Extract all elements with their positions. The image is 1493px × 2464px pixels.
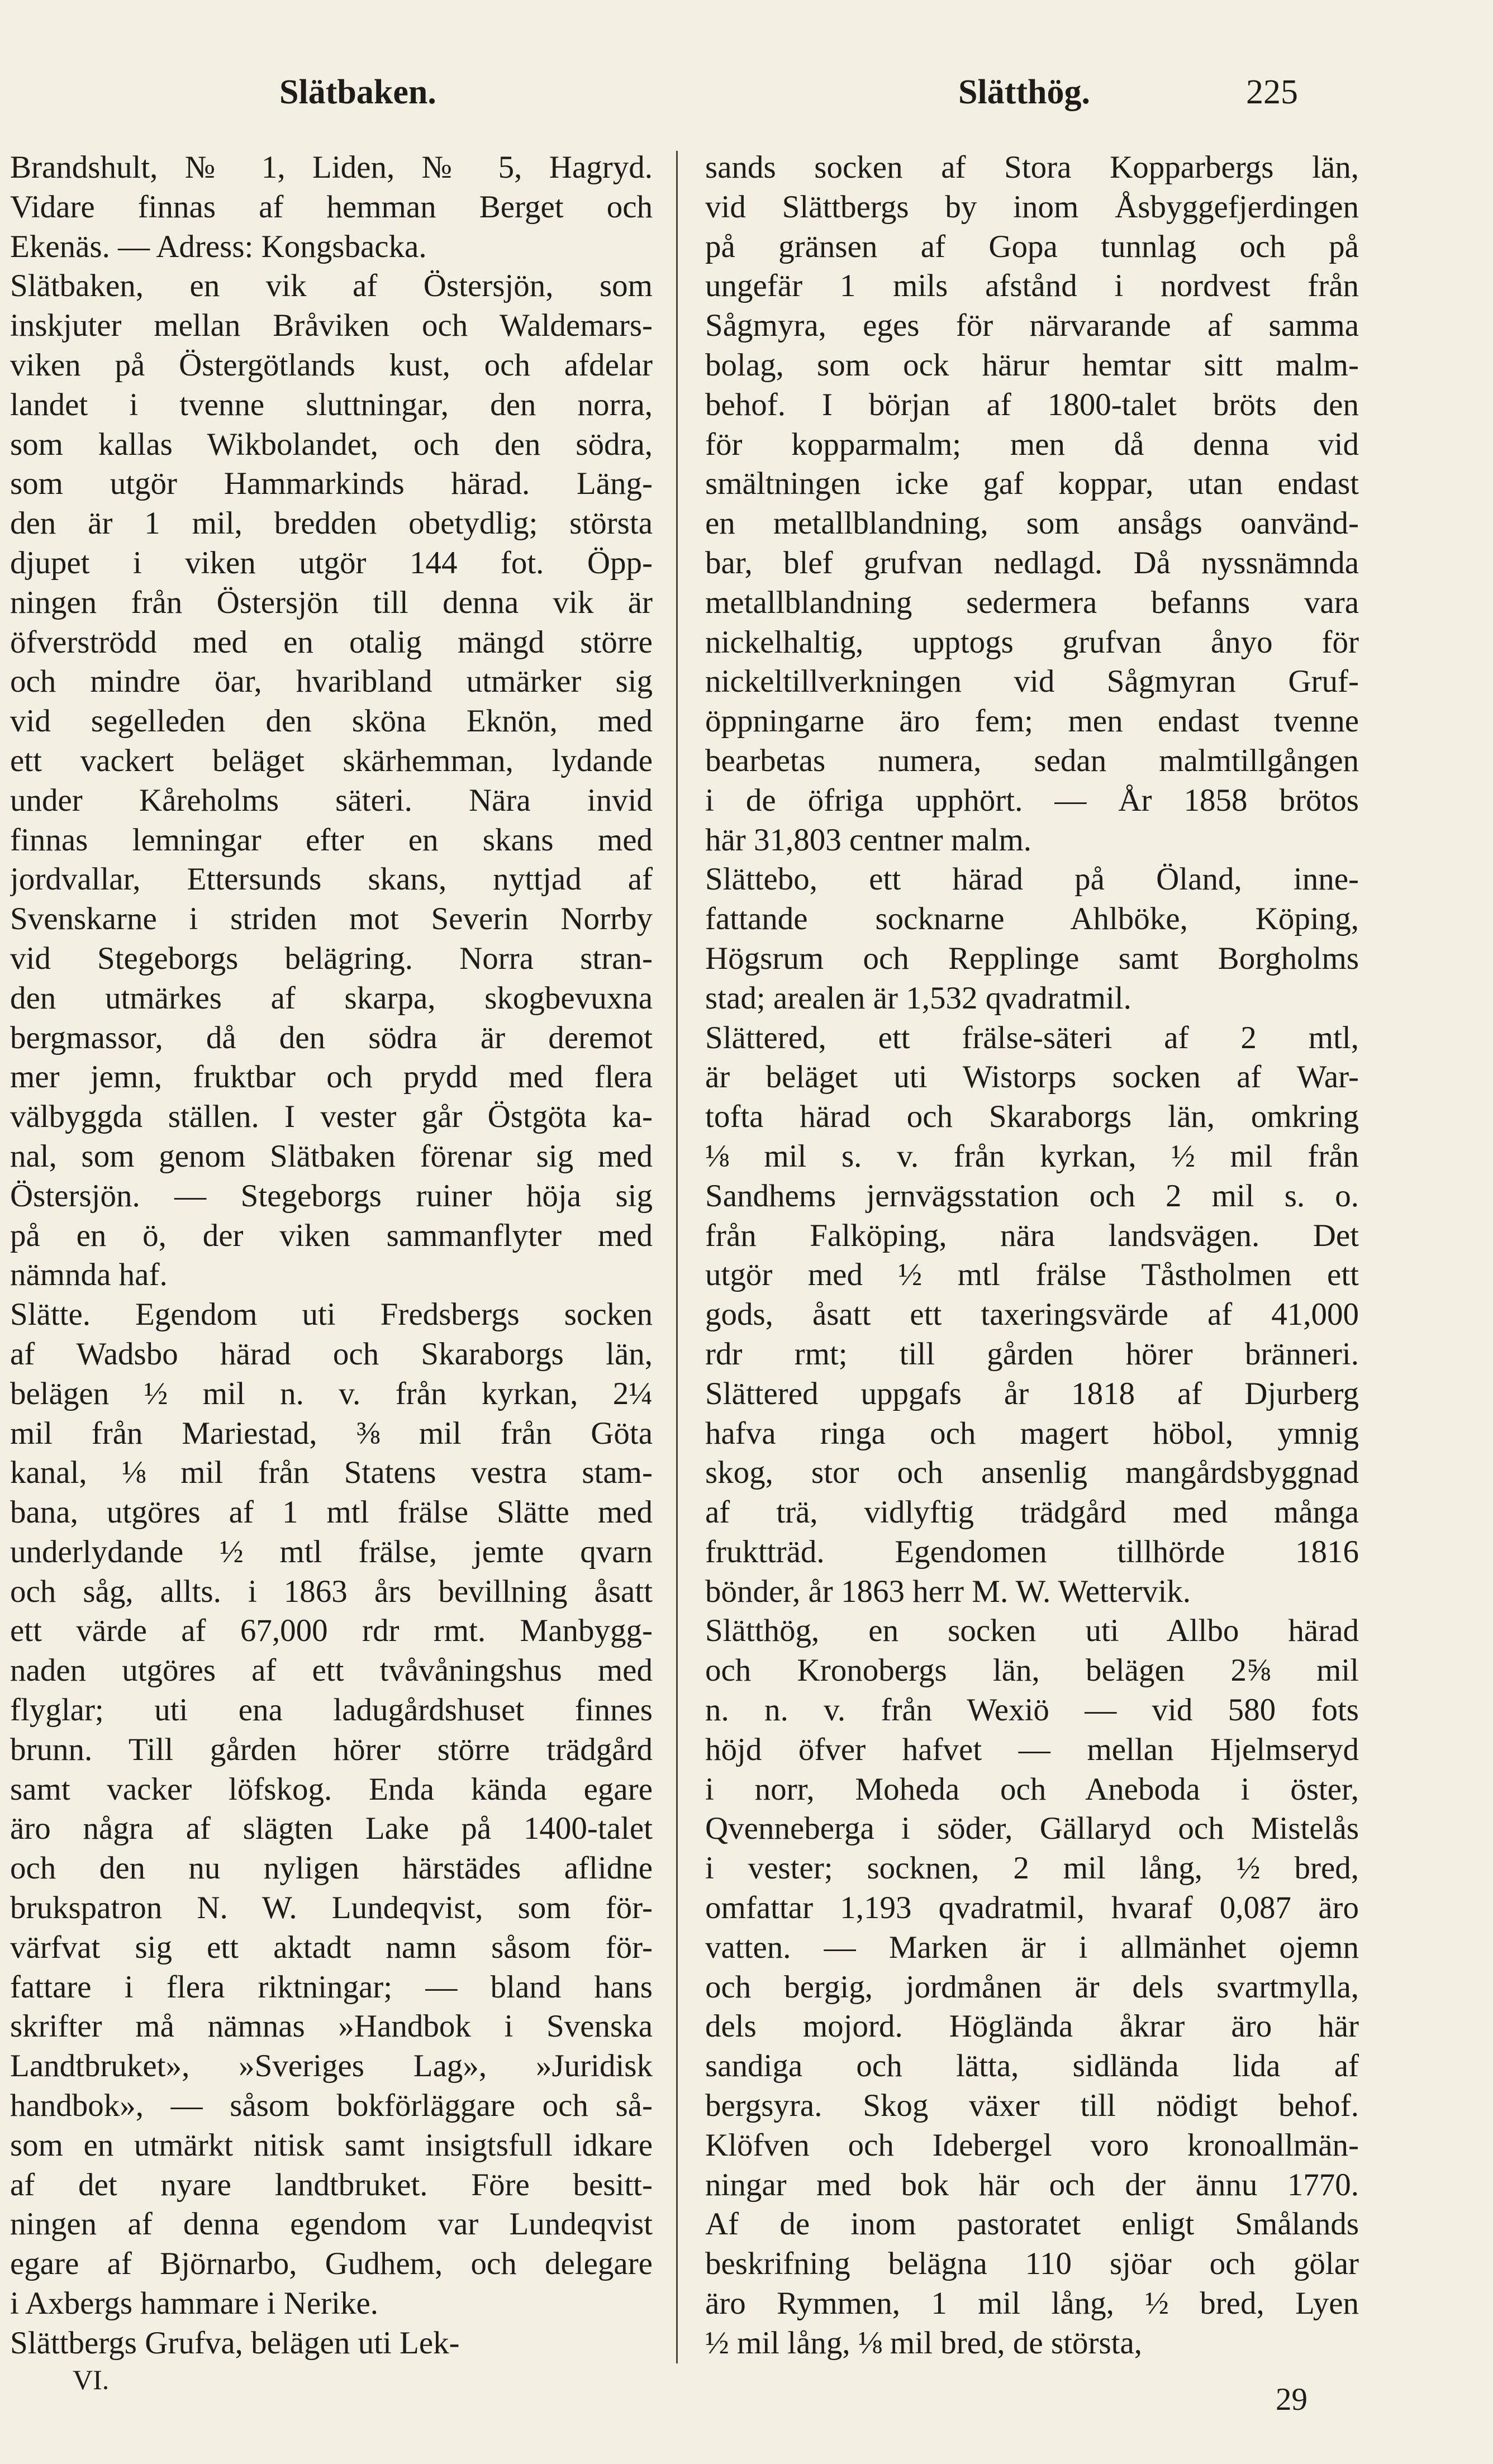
text-line: utgör med ½ mtl frälse Tåstholmen ett [705, 1257, 1359, 1293]
text-line: beskrifning belägna 110 sjöar och gölar [705, 2246, 1359, 2282]
text-line: här 31,803 centner malm. [705, 822, 1032, 858]
text-line: Slättered uppgafs år 1818 af Djurberg [705, 1376, 1359, 1411]
text-line: egare af Björnarbo, Gudhem, och delegare [10, 2246, 653, 2282]
text-line: hafva ringa och magert höbol, ymnig [705, 1415, 1359, 1451]
text-line: ett vackert beläget skärhemman, lydande [10, 743, 653, 778]
text-line: djupet i viken utgör 144 fot. Öpp- [10, 545, 653, 581]
text-line: för kopparmalm; men då denna vid [705, 426, 1359, 462]
text-line: äro några af slägten Lake på 1400-talet [10, 1811, 653, 1847]
text-line: ett värde af 67,000 rdr rmt. Manbygg- [10, 1613, 653, 1649]
text-line: Vidare finnas af hemman Berget och [10, 189, 653, 225]
text-line: Slätte. Egendom uti Fredsbergs socken [10, 1297, 653, 1333]
text-line: som kallas Wikbolandet, och den södra, [10, 426, 653, 462]
text-line: välbyggda ställen. I vester går Östgöta ka- [10, 1099, 653, 1135]
text-line: nickeltillverkningen vid Sågmyran Gruf- [705, 664, 1359, 700]
text-line: smältningen icke gaf koppar, utan endast [705, 466, 1359, 502]
text-line: sandiga och lätta, sidländа lida af [705, 2048, 1359, 2084]
text-line: af trä, vidlyftig trädgård med många [705, 1495, 1359, 1530]
text-line: Af de inom pastoratet enligt Smålands [705, 2206, 1359, 2242]
text-line: nickelhaltig, upptogs grufvan ånyo för [705, 624, 1359, 660]
text-line: naden utgöres af ett tvåvåningshus med [10, 1653, 653, 1688]
text-line: i Axbergs hammare i Nerike. [10, 2286, 379, 2322]
text-line: gods, åsatt ett taxeringsvärde af 41,000 [705, 1297, 1359, 1333]
text-line: af Wadsbo härad och Skaraborgs län, [10, 1336, 653, 1372]
text-line: skrifter må nämnas »Handbok i Svenska [10, 2009, 653, 2044]
text-line: ningar med bok här och der ännu 1770. [705, 2167, 1359, 2203]
text-line: sands socken af Stora Kopparbergs län, [705, 150, 1359, 185]
text-line: fattande socknarne Ahlböke, Köping, [705, 901, 1359, 937]
text-line: Sågmyra, eges för närvarande af samma [705, 308, 1359, 344]
page-number: 225 [1246, 73, 1298, 111]
text-line: landet i tvenne sluttningar, den norra, [10, 387, 653, 422]
text-line: nal, som genom Slätbaken förenar sig med [10, 1138, 653, 1174]
text-line: af det nyare landtbruket. Före besitt- [10, 2167, 653, 2203]
text-line: och såg, allts. i 1863 års bevillning åsatt [10, 1573, 653, 1609]
text-line: höjd öfver hafvet — mellan Hjelmseryd [705, 1732, 1359, 1767]
text-line: Slätthög, en socken uti Allbo härad [705, 1613, 1359, 1649]
text-line: är beläget uti Wistorps socken af War- [705, 1059, 1359, 1095]
text-line: brunn. Till gården hörer större trädgård [10, 1732, 653, 1767]
text-line: bergmassor, då den södra är deremot [10, 1020, 653, 1055]
text-line: bar, blef grufvan nedlagd. Då nyssnämnda [705, 545, 1359, 581]
text-line: inskjuter mellan Bråviken och Waldemars- [10, 308, 653, 344]
text-line: Ekenäs. — Adress: Kongsbacka. [10, 229, 427, 264]
text-line: bolag, som ock härur hemtar sitt malm- [705, 347, 1359, 383]
text-line: bana, utgöres af 1 mtl frälse Slätte med [10, 1495, 653, 1530]
text-line: en metallblandning, som ansågs oanvänd- [705, 506, 1359, 541]
right-column [705, 148, 1359, 2363]
text-line: Slättbergs Grufva, belägen uti Lek- [10, 2325, 460, 2361]
text-line: handbok», — såsom bokförläggare och så- [10, 2088, 653, 2124]
text-line: nämnda haf. [10, 1257, 168, 1293]
signature-mark: VI. [73, 2364, 110, 2395]
text-line: kanal, ⅛ mil från Statens vestra stam- [10, 1455, 653, 1491]
text-line: och den nu nyligen härstädes aflidne [10, 1851, 653, 1886]
text-line: öfverströdd med en otalig mängd större [10, 624, 653, 660]
text-line: vid segelleden den sköna Eknön, med [10, 703, 653, 739]
text-line: Klöfven och Idebergel voro kronoallmän- [705, 2127, 1359, 2163]
text-line: Högsrum och Repplinge samt Borgholms [705, 940, 1359, 976]
text-line: äro Rymmen, 1 mil lång, ½ bred, Lyen [705, 2286, 1359, 2322]
text-line: från Falköping, nära landsvägen. Det [705, 1217, 1359, 1253]
text-line: n. n. v. från Wexiö — vid 580 fots [705, 1692, 1359, 1728]
text-line: på en ö, der viken sammanflyter med [10, 1217, 653, 1253]
text-line: den är 1 mil, bredden obetydlig; största [10, 506, 653, 541]
text-line: som utgör Hammarkinds härad. Läng- [10, 466, 653, 502]
text-line: under Kåreholms säteri. Nära invid [10, 782, 653, 818]
column-divider [676, 151, 678, 2363]
text-line: Brandshult, № 1, Liden, № 5, Hagryd. [10, 150, 653, 185]
text-line: finnas lemningar efter en skans med [10, 822, 653, 858]
text-line: metallblandning sedermera befanns vara [705, 584, 1359, 620]
text-line: underlydande ½ mtl frälse, jemte qvarn [10, 1534, 653, 1569]
text-line: på gränsen af Gopa tunnlag och på [705, 229, 1359, 264]
sheet-number: 29 [1276, 2382, 1307, 2417]
text-line: Qvenneberga i söder, Gällaryd och Mistelås [705, 1811, 1359, 1847]
text-line: och Kronobergs län, belägen 2⅝ mil [705, 1653, 1359, 1688]
text-line: brukspatron N. W. Lundeqvist, som för- [10, 1890, 653, 1926]
text-line: behof. I början af 1800-talet bröts den [705, 387, 1359, 422]
text-line: Sandhems jernvägsstation och 2 mil s. o. [705, 1178, 1359, 1214]
left-column [10, 148, 653, 2363]
text-line: i norr, Moheda och Aneboda i öster, [705, 1771, 1359, 1807]
text-line: i de öfriga upphört. — År 1858 brötos [705, 782, 1359, 818]
header-left-word: Slätbaken. [279, 73, 436, 111]
text-line: Slätbaken, en vik af Östersjön, som [10, 268, 653, 304]
text-line: rdr rmt; till gården hörer bränneri. [705, 1336, 1359, 1372]
text-line: mil från Mariestad, ⅜ mil från Göta [10, 1415, 653, 1451]
text-line: dels mojord. Höglända åkrar äro här [705, 2009, 1359, 2044]
text-line: bearbetas numera, sedan malmtillgången [705, 743, 1359, 778]
text-line: Slättebo, ett härad på Öland, inne- [705, 862, 1359, 897]
text-line: stad; arealen är 1,532 qvadratmil. [705, 980, 1131, 1016]
text-line: ungefär 1 mils afstånd i nordvest från [705, 268, 1359, 304]
text-line: ½ mil lång, ⅛ mil bred, de största, [705, 2325, 1143, 2361]
text-line: Slättered, ett frälse-säteri af 2 mtl, [705, 1020, 1359, 1055]
text-line: ningen från Östersjön till denna vik är [10, 584, 653, 620]
text-line: omfattar 1,193 qvadratmil, hvaraf 0,087 äro [705, 1890, 1359, 1926]
text-line: Svenskarne i striden mot Severin Norrby [10, 901, 653, 937]
text-line: öppningarne äro fem; men endast tvenne [705, 703, 1359, 739]
text-line: fruktträd. Egendomen tillhörde 1816 [705, 1534, 1359, 1569]
text-line: ⅛ mil s. v. från kyrkan, ½ mil från [705, 1138, 1359, 1174]
text-line: bergsyra. Skog växer till nödigt behof. [705, 2088, 1359, 2124]
text-line: fattare i flera riktningar; — bland hans [10, 1969, 653, 2005]
text-line: mer jemn, fruktbar och prydd med flera [10, 1059, 653, 1095]
text-line: och bergig, jordmånen är dels svartmylla, [705, 1969, 1359, 2005]
text-line: vatten. — Marken är i allmänhet ojemn [705, 1929, 1359, 1965]
text-line: vid Stegeborgs belägring. Norra stran- [10, 940, 653, 976]
text-line: samt vacker löfskog. Enda kända egare [10, 1771, 653, 1807]
text-line: jordvallar, Ettersunds skans, nyttjad af [10, 862, 653, 897]
text-line: Östersjön. — Stegeborgs ruiner höja sig [10, 1178, 653, 1214]
text-line: tofta härad och Skaraborgs län, omkring [705, 1099, 1359, 1135]
text-line: viken på Östergötlands kust, och afdelar [10, 347, 653, 383]
text-line: och mindre öar, hvaribland utmärker sig [10, 664, 653, 700]
text-line: belägen ½ mil n. v. från kyrkan, 2¼ [10, 1376, 653, 1411]
text-line: den utmärkes af skarpa, skogbevuxna [10, 980, 653, 1016]
running-header [0, 73, 1493, 129]
text-line: skog, stor och ansenlig mangårdsbyggnad [705, 1455, 1359, 1491]
text-line: flyglar; uti ena ladugårdshuset finnes [10, 1692, 653, 1728]
header-right-word: Slätthög. [958, 73, 1090, 111]
text-line: i vester; socknen, 2 mil lång, ½ bred, [705, 1851, 1359, 1886]
text-line: ningen af denna egendom var Lundeqvist [10, 2206, 653, 2242]
text-line: värfvat sig ett aktadt namn såsom för- [10, 1929, 653, 1965]
text-line: bönder, år 1863 herr M. W. Wettervik. [705, 1573, 1191, 1609]
text-line: som en utmärkt nitisk samt insigtsfull idkare [10, 2127, 653, 2163]
text-line: vid Slättbergs by inom Åsbyggefjerdingen [705, 189, 1359, 225]
text-line: Landtbruket», »Sveriges Lag», »Juridisk [10, 2048, 653, 2084]
